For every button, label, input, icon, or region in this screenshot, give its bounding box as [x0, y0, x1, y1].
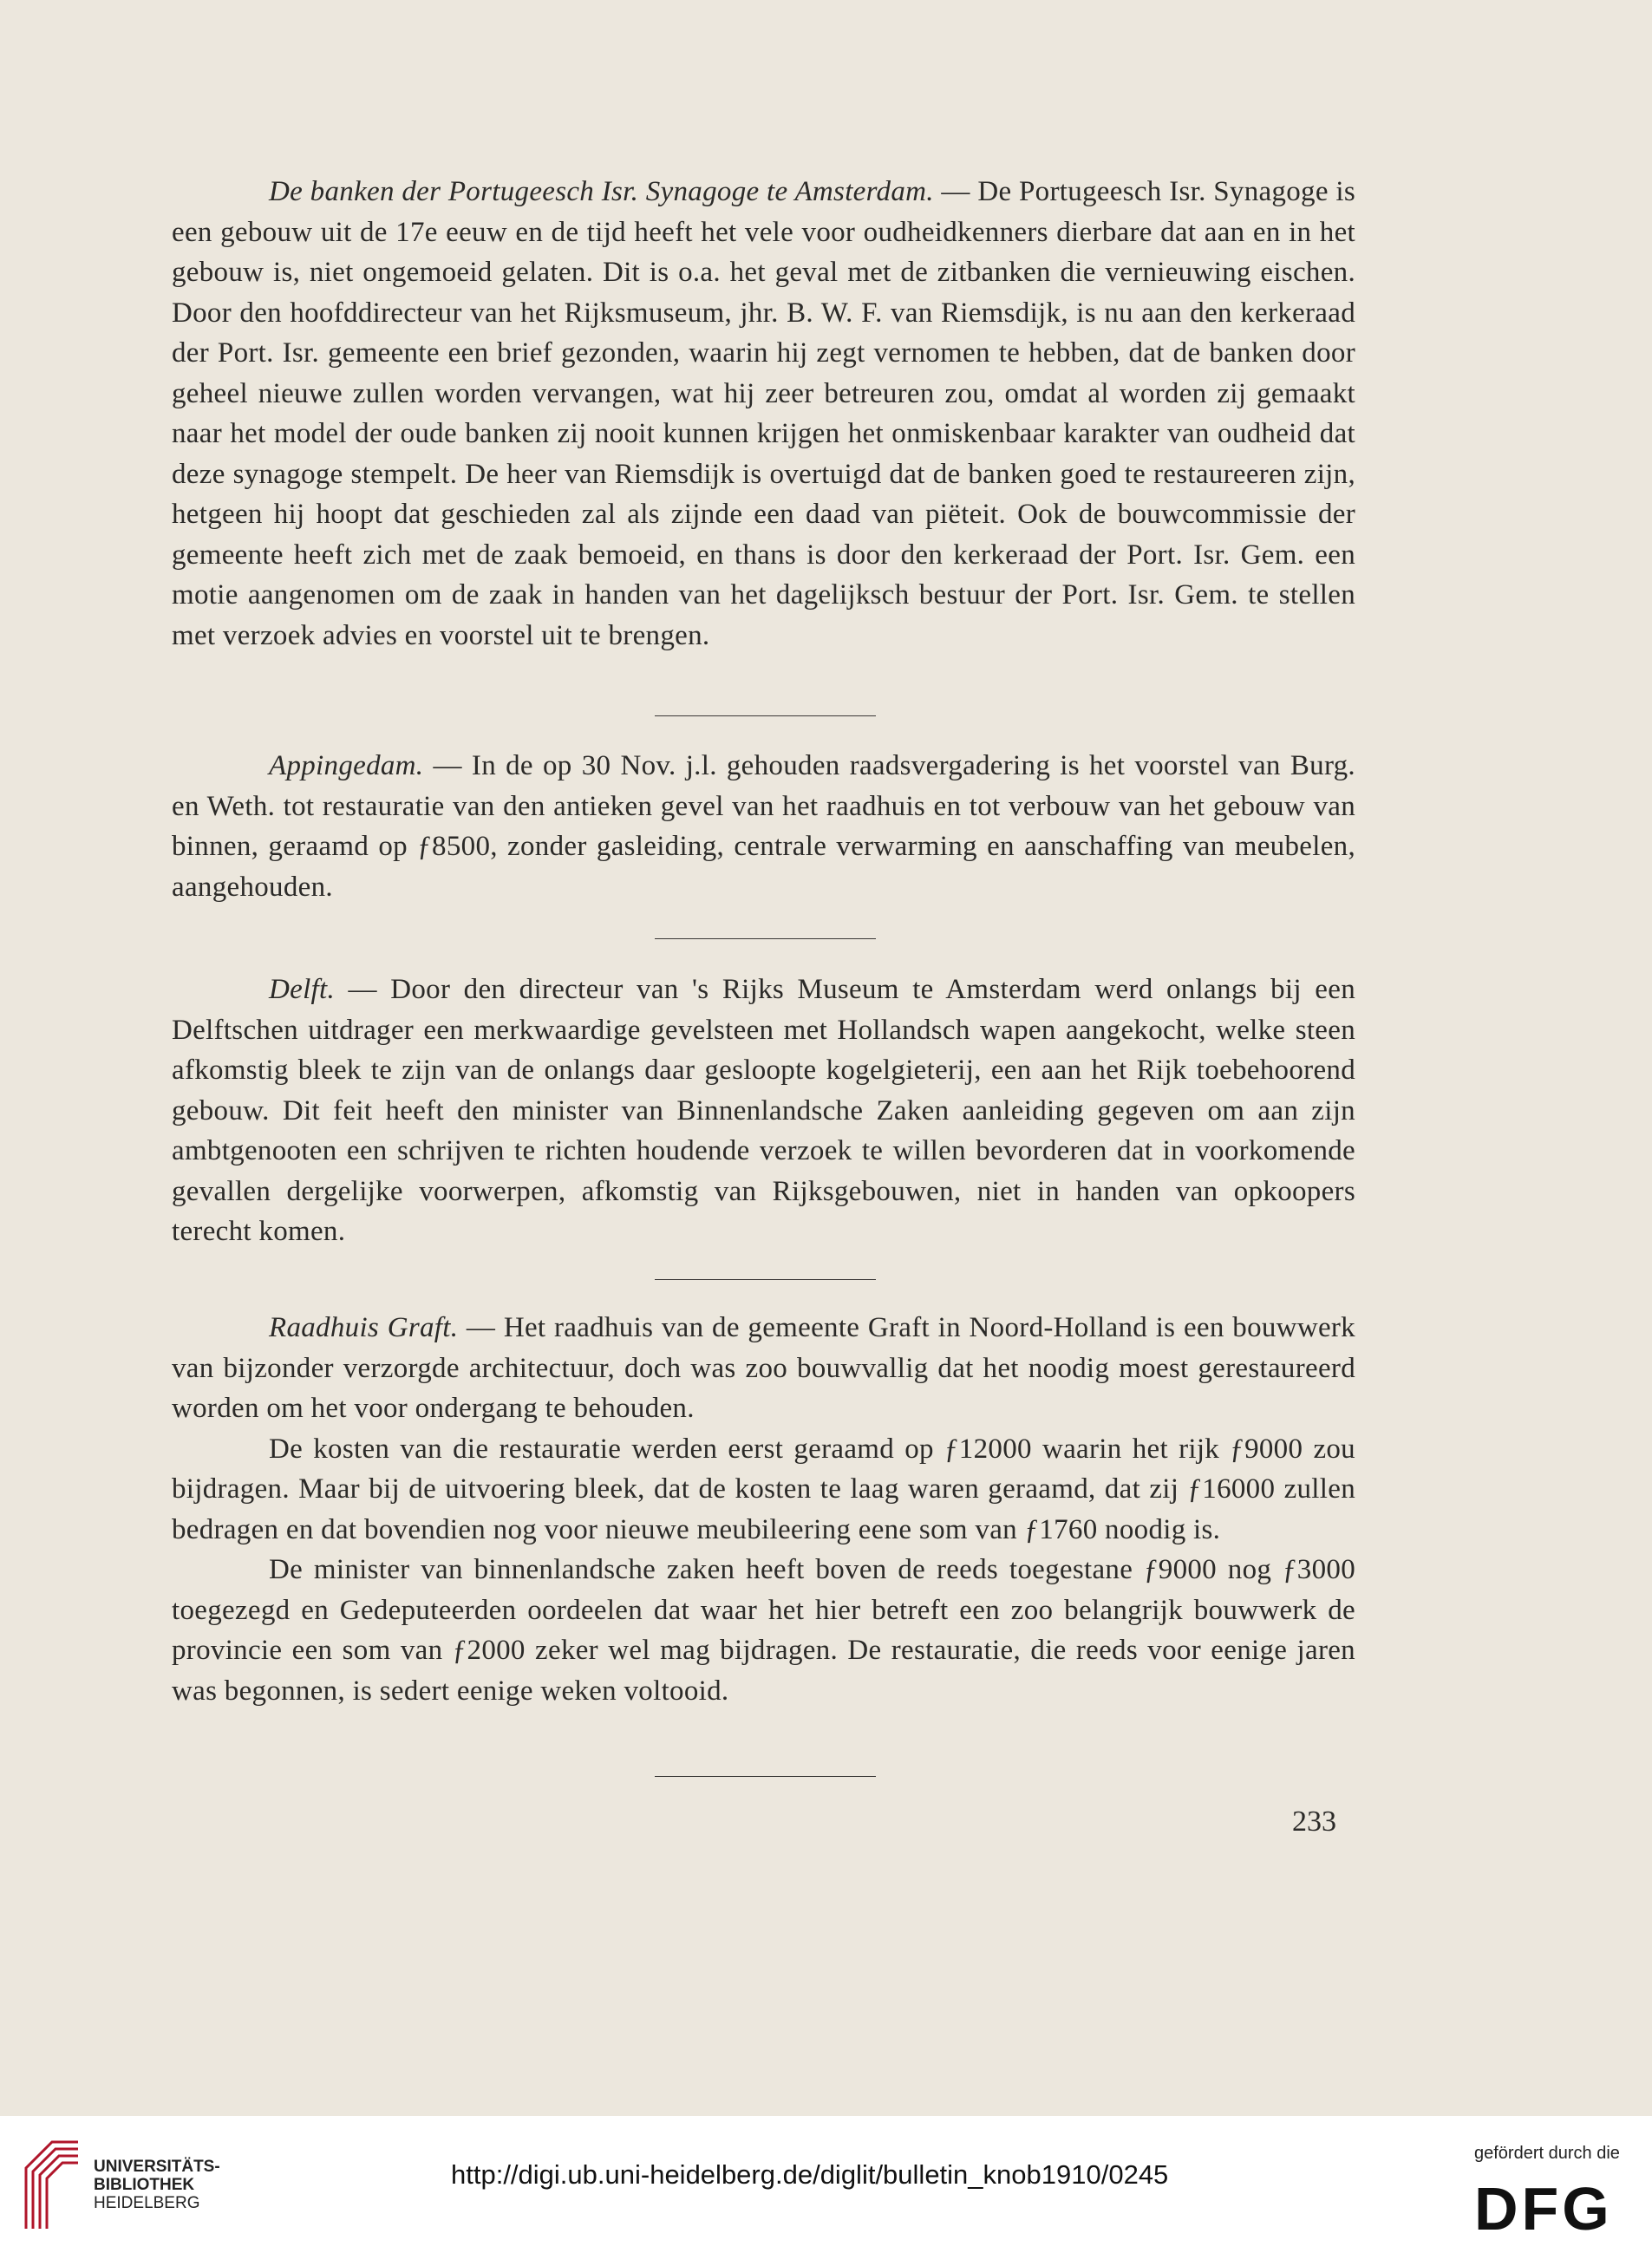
article-graft	[172, 1308, 1355, 1711]
paragraph	[172, 746, 1355, 907]
dfg-logo: DFG	[1474, 2175, 1613, 2243]
article-synagoge	[172, 172, 1355, 656]
page-number: 233	[1292, 1806, 1336, 1838]
paragraph: De minister van binnenlandsche zaken heeft boven de reeds toegestane ƒ9000 nog ƒ3000 toegezegd en Gedeputeerden oordeelen dat waar het hier betreft een zoo belangrijk bouwwerk de provincie een som van ƒ2000 zeker wel mag bijdragen. De restauratie, die reeds voor eenige jaren was begonnen, is sedert eenige weken voltooid.	[172, 1554, 1355, 1707]
section-divider	[655, 1279, 876, 1280]
article-delft	[172, 970, 1355, 1252]
library-name-line: UNIVERSITÄTS-	[94, 2158, 220, 2176]
section-divider	[655, 1776, 876, 1777]
section-divider	[655, 715, 876, 716]
article-lead: Appingedam.	[269, 750, 424, 781]
article-lead: Delft.	[269, 974, 336, 1005]
article-body: — Het raadhuis van de gemeente Graft in Noord-Holland is een bouwwerk van bijzonder verzorgde architectuur, doch was zoo bouwvallig dat het noodig moest gerestaureerd worden om het voor ondergang te behouden.	[172, 1312, 1355, 1424]
paragraph: De kosten van die restauratie werden eerst geraamd op ƒ12000 waarin het rijk ƒ9000 zou bijdragen. Maar bij de uitvoering bleek, dat de kosten te laag waren geraamd, dat zij ƒ16000 zullen bedragen en dat bovendien nog voor nieuwe meubileering eene som van ƒ1760 noodig is.	[172, 1433, 1355, 1545]
library-name	[94, 2158, 220, 2212]
article-lead: De banken der Portugeesch Isr. Synagoge te Amsterdam.	[269, 176, 934, 207]
paragraph	[172, 172, 1355, 656]
article-body: — De Portugeesch Isr. Synagoge is een gebouw uit de 17e eeuw en de tijd heeft het vele voor oudheidkenners dierbare dat aan en in het gebouw is, niet ongemoeid gelaten. Dit is o.a. het geval met de zitbanken die vernieuwing eischen. Door den hoofddirecteur van het Rijksmuseum, jhr. B. W. F. van Riemsdijk, is nu aan den kerkeraad der Port. Isr. gemeente een brief gezonden, waarin hij zegt vernomen te hebben, dat de banken door geheel nieuwe zullen worden vervangen, wat hij zeer betreuren zou, omdat al worden zij gemaakt naar het model der oude banken zij nooit kunnen krijgen het onmiskenbaar karakter van oudheid dat deze synagoge stempelt. De heer van Riemsdijk is overtuigd dat de banken goed te restaureeren zijn, hetgeen hij hoopt dat geschieden zal als zijnde een daad van piëteit. Ook de bouwcommissie der gemeente heeft zich met de zaak bemoeid, en thans is door den kerkeraad der Port. Isr. Gem. een motie aangenomen om de zaak in handen van het dagelijksch bestuur der Port. Isr. Gem. te stellen met verzoek advies en voorstel uit te brengen.	[172, 176, 1355, 651]
article-lead: Raadhuis Graft.	[269, 1312, 459, 1343]
library-name-line: BIBLIOTHEK	[94, 2176, 195, 2194]
section-divider	[655, 938, 876, 939]
library-name-line: HEIDELBERG	[94, 2194, 200, 2212]
permalink-url[interactable]: http://digi.ub.uni-heidelberg.de/diglit/bulletin_knob1910/0245	[451, 2159, 1169, 2190]
paragraph	[172, 970, 1355, 1252]
funding-label: gefördert durch die	[1474, 2144, 1620, 2163]
library-logo-icon	[17, 2133, 87, 2237]
paragraph	[172, 1308, 1355, 1429]
article-appingedam	[172, 746, 1355, 907]
article-body: — In de op 30 Nov. j.l. gehouden raadsvergadering is het voorstel van Burg. en Weth. tot restauratie van den antieken gevel van het raadhuis en tot verbouw van het gebouw van binnen, geraamd op ƒ8500, zonder gasleiding, centrale verwarming en aanschaffing van meubelen, aangehouden.	[172, 750, 1355, 903]
article-body: — Door den directeur van 's Rijks Museum te Amsterdam werd onlangs bij een Delftschen uitdrager een merkwaardige gevelsteen met Hollandsch wapen aangekocht, welke steen afkomstig bleek te zijn van de onlangs daar gesloopte kogelgieterij, een aan het Rijk toebehoorend gebouw. Dit feit heeft den minister van Binnenlandsche Zaken aanleiding gegeven om aan zijn ambtgenooten een schrijven te richten houdende verzoek te willen bevorderen dat in voorkomende gevallen dergelijke voorwerpen, afkomstig van Rijksgebouwen, niet in handen van opkoopers terecht komen.	[172, 974, 1355, 1247]
footer-bar	[0, 2116, 1652, 2253]
